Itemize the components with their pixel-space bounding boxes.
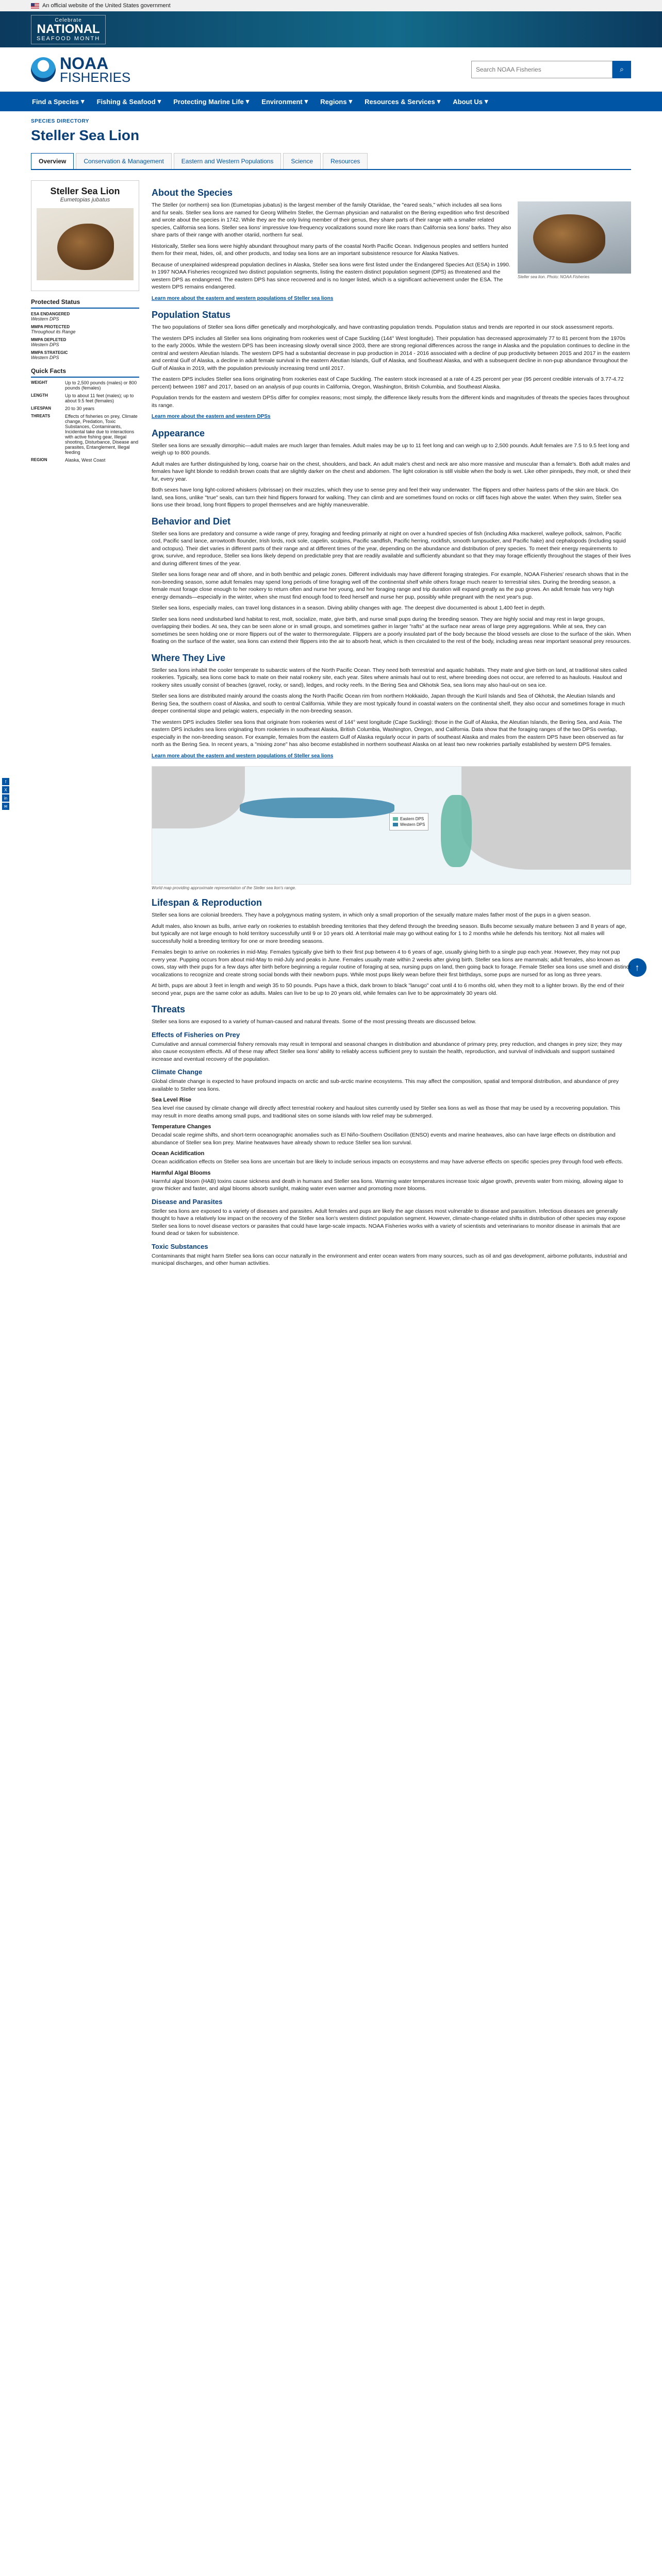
where-paragraph: Steller sea lions inhabit the cooler temperate to subarctic waters of the North Pacific Ocean. They need both terrestrial and aquatic habitats. They mate and give birth on land, at traditional sites called rookeries. Typically, sea lions come back to mate on their natal rookery site, each year. Sites where animals haul out to rest, where breeding does not occur, are referred to as haulouts. Haulout and rookery sites usually consist of beaches (gravel, rocky, or sand), ledges, and rocky reefs. In the Bering Sea and Okhotsk Sea, sea lions may also haul-out on sea ice. <box>152 667 627 688</box>
facebook-icon[interactable]: f <box>2 778 9 785</box>
fact-row: LENGTH Up to about 11 feet (males); up to about 9.5 feet (females) <box>31 393 134 403</box>
linkedin-icon[interactable]: in <box>2 794 9 802</box>
legend-swatch <box>393 823 398 826</box>
threat-subheading: Harmful Algal Blooms <box>152 1170 211 1176</box>
map-range-eastern <box>441 795 472 867</box>
map-land-america <box>461 767 631 870</box>
lifespan-heading: Lifespan & Reproduction <box>152 897 262 908</box>
promo-line-1: Celebrate <box>55 17 82 23</box>
promo-banner[interactable] <box>0 11 662 47</box>
search-input[interactable] <box>471 61 613 78</box>
threat-paragraph: Decadal scale regime shifts, and short-term oceanographic anomalies such as El Niño-Southern Oscillation (ENSO) events and marine heatwaves, also can have large effects on distribution and abundance of Steller sea lion prey. Marine heatwaves have already shown to reduce Steller sea lion survival. <box>152 1132 616 1146</box>
lifespan-paragraph: Steller sea lions are colonial breeders. They have a polygynous mating system, in which only a small proportion of the sexually mature males father most of the pups in a given season. <box>152 912 591 918</box>
threat-paragraph: Global climate change is expected to have profound impacts on arctic and sub-arctic marine ecosystems. This may affect the composition, spatial and temporal distribution, and abundance of prey available to Steller sea lions. <box>152 1078 619 1092</box>
range-map <box>152 766 631 885</box>
chevron-down-icon: ▾ <box>157 97 161 105</box>
nav-protecting-marine-life[interactable]: Protecting Marine Life ▾ <box>173 97 250 106</box>
tab-populations[interactable]: Eastern and Western Populations <box>174 153 282 169</box>
nav-about-us[interactable]: About Us ▾ <box>453 97 488 106</box>
status-row: MMPA DEPLETED Western DPS <box>31 337 67 347</box>
fact-row: LIFESPAN 20 to 30 years <box>31 406 95 411</box>
behavior-paragraph: Steller sea lions, especially males, can travel long distances in a season. Diving ability changes with age. The deepest dive documented is about 1,400 feet in depth. <box>152 605 545 611</box>
threat-paragraph: Contaminants that might harm Steller sea lions can occur naturally in the environment and enter ocean waters from many sources, such as oil and gas development, airborne pollutants, industrial and municipal discharges, and other human activities. <box>152 1252 627 1266</box>
map-range-western <box>240 798 394 818</box>
threat-heading: Climate Change <box>152 1068 203 1076</box>
threats-heading: Threats <box>152 1004 186 1014</box>
about-paragraph: Historically, Steller sea lions were highly abundant throughout many parts of the coastal North Pacific Ocean. Indigenous peoples and settlers hunted them for their meat, hides, oil, and other products, and today sea lions are an important subsistence resource for Alaska Natives. <box>152 243 508 257</box>
behavior-paragraph: Steller sea lions are predatory and consume a wide range of prey, foraging and feeding primarily at night on over a hundred species of fish (including Atka mackerel, walleye pollock, salmon, Pacific cod, Pacific sand lance, arrowtooth flounder, Irish lords, rock sole, capelin, sculpins, Pacific sandfish, Pacific herring, rockfish, smooth lumpsucker, and Pacific hake) and cephalopods (including squid and octopus). Their diet varies in different parts of their range and at different times of the year, depending on the abundance and distribution of prey species. To meet their energy requirements to grow, survive, and reproduce, Steller sea lions likely depend on predictable prey that are readily available and sufficiently abundant so that they may forage efficiently throughout the stages of their lives and during different times of the year. <box>152 530 631 567</box>
site-header <box>0 47 662 92</box>
logo-sub: FISHERIES <box>60 69 131 85</box>
behavior-heading: Behavior and Diet <box>152 516 231 527</box>
sea-lion-photo <box>518 201 631 274</box>
quick-facts-heading: Quick Facts <box>31 367 139 378</box>
appearance-paragraph: Both sexes have long light-colored whiskers (vibrissae) on their muzzles, which they use to sense prey and feel their way underwater. The flippers and other hairless parts of the skin are black. On land, sea lions, unlike "true" seals, can turn their hind flippers forward for walking. They can climb and are sometimes found on rocks or cliff faces high above the water. When they swim, Steller sea lions use their broad, long front flippers to propel themselves and are highly maneuverable. <box>152 487 622 508</box>
fact-row: THREATS Effects of fisheries on prey, Climate change, Predation, Toxic Substances, Contaminants, Incidental take due to interactions with active fishing gear, Illegal shooting, Disturbance, Disease and parasites, Entanglement, Illegal feeding <box>31 414 139 455</box>
tab-conservation[interactable]: Conservation & Management <box>76 153 171 169</box>
fact-row: REGION Alaska, West Coast <box>31 457 106 463</box>
species-name: Steller Sea Lion <box>50 186 120 196</box>
threat-paragraph: Harmful algal bloom (HAB) toxins cause sickness and death in humans and Steller sea lions. Warming water temperatures increase toxic algae growth, prevents water from mixing, allowing algae to grow thicker and faster, and algal blooms absorb sunlight, making water even warmer and promoting more blooms. <box>152 1178 623 1192</box>
lifespan-paragraph: Adult males, also known as bulls, arrive early on rookeries to establish breeding territories that they defend through the breeding season. Bulls become sexually mature between 3 and 8 years of age, but typically are not large enough to hold territory successfully until 9 or 10 years old. A territorial male may go without eating for 1 to 2 months while he defends his territory. Not all males will successfully hold a breeding territory for one or more breeding seasons. <box>152 923 627 944</box>
promo-line-2: NATIONAL <box>37 22 100 36</box>
learn-more-link[interactable]: Learn more about the eastern and western populations of Steller sea lions <box>152 295 334 301</box>
population-paragraph: Population trends for the eastern and western DPSs differ for complex reasons; most simply, the difference likely results from the different kinds and magnitudes of threats the species faces throughout its range. <box>152 395 630 409</box>
us-flag-icon <box>31 3 39 9</box>
where-paragraph: The western DPS includes Steller sea lions that originate from rookeries west of 144° west longitude (Cape Suckling): those in the Gulf of Alaska, the Aleutian Islands, the Bering Sea, and Asia. The eastern DPS includes sea lions originating from rookeries in southeast Alaska, British Columbia, Washington, Oregon, and California. Data show that the foraging ranges of the two DPSs overlap, especially in the non-breeding season. For example, females from the eastern Gulf of Alaska regularly occur in parts of southeast Alaska and males from the eastern DPS have been observed as far north as the Bering Sea. In recent years, a "mixing zone" has also become established in northern southeast Alaska on at least two new rookeries partially established by western DPS females. <box>152 719 624 748</box>
lifespan-paragraph: Females begin to arrive on rookeries in mid-May. Females typically give birth to their first pup between 4 to 6 years of age, usually giving birth to a single pup each year. However, they may not pup every year. Pupping occurs from about mid-May to mid-July and peaks in June. Females usually mate within 2 weeks after giving birth. Steller sea lions are mammals; adult females, also known as cows, stay with their pups for a few days after birth before beginning a regular routine of foraging at sea, nursing pups on land, then going back to forage. Female Steller sea lions use smell and distinct vocalizations to recognize and create strong social bonds with their newborn pups. While most pups likely wean before their first birthdays, some pups are nursed for as long as three years. <box>152 949 631 978</box>
sea-lion-silhouette <box>533 214 605 263</box>
tab-overview[interactable]: Overview <box>31 153 74 169</box>
promo-box[interactable] <box>31 15 106 44</box>
page-title: Steller Sea Lion <box>31 127 140 143</box>
chevron-down-icon: ▾ <box>437 97 441 105</box>
threat-paragraph: Steller sea lions are exposed to a variety of diseases and parasites. Adult females and pups are likely the age classes most vulnerable to disease and parasitism. Infectious diseases are generally thought to have a relatively low impact on the recovery of the Steller sea lion's western distinct population segment. However, climate-change-related shifts in distribution of other species may expose Steller sea lions to novel disease vectors or parasites that could have large-scale impacts. NOAA Fisheries works with a variety of scientists and veterinarians to monitor disease in animals that are found dead or taken for subsistence. <box>152 1208 626 1236</box>
map-land-asia <box>152 767 245 828</box>
nav-find-species[interactable]: Find a Species ▾ <box>32 97 85 106</box>
nav-regions[interactable]: Regions ▾ <box>320 97 353 106</box>
threat-subheading: Sea Level Rise <box>152 1097 192 1103</box>
where-paragraph: Steller sea lions are distributed mainly around the coasts along the North Pacific Ocean rim from northern Hokkaido, Japan through the Kuril Islands and Sea of Okhotsk, the Aleutian Islands and Bering Sea, the southern coast of Alaska, and south to central California. While they are most typically found in coastal waters on the continental shelf, they also occur and sometimes forage in much deeper continental slope and pelagic waters, especially in the non-breeding season. <box>152 693 625 714</box>
species-card <box>31 180 139 291</box>
threats-intro: Steller sea lions are exposed to a variety of human-caused and natural threats. Some of the most pressing threats are discussed below. <box>152 1019 476 1025</box>
chevron-down-icon: ▾ <box>485 97 488 105</box>
logo-main: NOAA <box>60 54 109 73</box>
about-paragraph: The Steller (or northern) sea lion (Eumetopias jubatus) is the largest member of the family Otariidae, the "eared seals," which includes all sea lions and fur seals. Steller sea lions are named for Georg Wilhelm Steller, the German physician and naturalist on the Bering expedition who first described and wrote about the species in 1742. While they are the only living member of their genus, they share parts of their range with a smaller related species, California sea lions. Steller sea lions' impressive low-frequency vocalizations sound more like roars than California sea lions' barks. They also share parts of their range with another otariid, northern fur seal. <box>152 202 511 238</box>
search-icon: ⌕ <box>620 65 624 73</box>
page-content <box>0 118 662 1271</box>
chevron-down-icon: ▾ <box>81 97 85 105</box>
legend-eastern: Eastern DPS <box>400 817 424 821</box>
chevron-down-icon: ▾ <box>304 97 308 105</box>
main-nav <box>0 92 662 111</box>
population-paragraph: The eastern DPS includes Steller sea lions originating from rookeries east of Cape Suckling. The eastern stock increased at a rate of 4.25 percent per year (95 percent credible intervals of 3.77-4.72 percent) between 1987 and 2017, based on an analysis of pup counts in California, Oregon, Washington, British Columbia, and Southeast Alaska. <box>152 376 624 390</box>
search-button[interactable] <box>613 61 631 78</box>
lifespan-paragraph: At birth, pups are about 3 feet in length and weigh 35 to 50 pounds. Pups have a thick, dark brown to black "lanugo" coat until 4 to 6 months old, when they molt to a lighter brown. By the end of their second year, pups are the same color as adults. Males can live to be up to 20 years old, while females can live to be approximately 30 years old. <box>152 982 624 996</box>
learn-more-link[interactable]: Learn more about the eastern and western populations of Steller sea lions <box>152 753 334 759</box>
breadcrumb[interactable]: SPECIES DIRECTORY <box>31 118 89 124</box>
appearance-heading: Appearance <box>152 428 205 438</box>
map-caption: World map providing approximate representation of the Steller sea lion's range. <box>152 886 296 890</box>
email-icon[interactable]: ✉ <box>2 803 9 810</box>
appearance-paragraph: Adult males are further distinguished by long, coarse hair on the chest, shoulders, and back. An adult male's chest and neck are also more massive and muscular than a female's. Both adult males and females have light blonde to reddish brown coats that are slightly darker on the chest and abdomen. The light coloration is still visible when the body is wet. Like other pinnipeds, they molt, or shed their fur, every year. <box>152 461 631 482</box>
where-heading: Where They Live <box>152 652 226 663</box>
behavior-paragraph: Steller sea lions need undisturbed land habitat to rest, molt, socialize, mate, give birth, and nurse small pups during the breeding season. They are highly social and may rest in large groups, overlapping their bodies. At sea, they can be seen alone or in small groups, and sometimes gather in larger "rafts" at the surface near areas of large prey aggregations. While at sea, they can sometimes be seen holding one or more flippers out of the water to thermoregulate. Flippers are a poorly insulated part of the body because the blood vessels are close to the surface of the skin. When floating on the surface of the water, sea lions can extend their flippers into the air to absorb heat, which is then circulated to the rest of the body, including areas near important seasonal prey resources. <box>152 616 631 645</box>
tab-science[interactable]: Science <box>283 153 321 169</box>
species-image <box>37 208 134 280</box>
chevron-down-icon: ▾ <box>349 97 353 105</box>
nav-environment[interactable]: Environment ▾ <box>261 97 308 106</box>
status-row: MMPA STRATEGIC Western DPS <box>31 350 68 360</box>
about-heading: About the Species <box>152 188 233 198</box>
learn-more-link[interactable]: Learn more about the eastern and western DPSs <box>152 414 271 419</box>
legend-western: Western DPS <box>400 822 425 827</box>
about-paragraph: Because of unexplained widespread population declines in Alaska, Steller sea lions were first listed under the Endangered Species Act (ESA) in 1990. In 1997 NOAA Fisheries recognized two distinct population segments, listing the eastern distinct population segment (DPS) as threatened and the western DPS as endangered. The eastern DPS has since recovered and is no longer listed, which is a significant achievement under the ESA. The western DPS remains endangered. <box>152 261 510 290</box>
threat-heading: Effects of Fisheries on Prey <box>152 1030 240 1039</box>
chevron-down-icon: ▾ <box>245 97 250 105</box>
gov-banner-text: An official website of the United States government <box>42 3 171 9</box>
threat-subheading: Temperature Changes <box>152 1124 211 1130</box>
behavior-paragraph: Steller sea lions forage near and off shore, and in both benthic and pelagic zones. Different individuals may have different foraging strategies. For example, NOAA Fisheries' research shows that in the non-breeding season, some adult females may spend long periods of time foraging well off the continental shelf while others forage much nearer to terrestrial sites. During the breeding season, a female must forage close enough to her rookery to return often and nurse her young, and her foraging range and trip duration will expand greatly as the pup grows. An adult female has very high energy demands—especially in the winter, when she must find enough food to feed herself and nurse her pup, possibly while pregnant with the next year's pup. <box>152 571 628 600</box>
arrow-up-icon: ↑ <box>635 962 640 973</box>
threat-paragraph: Sea level rise caused by climate change will directly affect terrestrial rookery and haulout sites currently used by Steller sea lions as well as those that may be used by a recovering population. This may result in more deaths among small pups, and traditional sites on some islands with low relief may be submerged. <box>152 1105 620 1119</box>
tab-bar <box>31 153 631 170</box>
protected-status-heading: Protected Status <box>31 298 139 309</box>
threat-heading: Disease and Parasites <box>152 1197 223 1206</box>
sea-lion-silhouette <box>57 224 114 270</box>
about-figure <box>518 201 631 279</box>
population-heading: Population Status <box>152 310 230 320</box>
appearance-paragraph: Steller sea lions are sexually dimorphic—adult males are much larger than females. Adult males may be up to 11 feet long and can weigh up to 2,500 pounds. Adult females are 7.5 to 9.5 feet long and weigh up to 800 pounds. <box>152 442 630 456</box>
population-paragraph: The two populations of Steller sea lions differ genetically and morphologically, and have contrasting population trends. Population status and trends are reported in our stock assessment reports. <box>152 324 614 330</box>
threat-heading: Toxic Substances <box>152 1242 208 1250</box>
nav-resources-services[interactable]: Resources & Services ▾ <box>365 97 441 106</box>
noaa-emblem-icon <box>31 57 56 82</box>
noaa-logo[interactable] <box>31 56 130 83</box>
fact-row: WEIGHT Up to 2,500 pounds (males) or 800 pounds (females) <box>31 380 137 391</box>
search-bar <box>471 61 631 78</box>
promo-line-3: SEAFOOD MONTH <box>37 35 101 42</box>
x-icon[interactable]: X <box>2 786 9 793</box>
species-sidebar <box>31 180 139 1271</box>
threat-paragraph: Ocean acidification effects on Steller sea lions are uncertain but are likely to include serious impacts on ecosystems and may have adverse effects on specific species prey through food web effects. <box>152 1159 623 1165</box>
map-legend <box>389 813 428 831</box>
main-article <box>152 180 631 1271</box>
nav-fishing-seafood[interactable]: Fishing & Seafood ▾ <box>96 97 161 106</box>
species-scientific-name: Eumetopias jubatus <box>60 197 110 203</box>
population-paragraph: The western DPS includes all Steller sea lions originating from rookeries west of Cape Suckling (144° West longitude). Their population has decreased approximately 77 to 81 percent from the 1970s to the early 2000s. While the western DPS has been increasing slowly overall since 2003, there are strong regional differences across the range in Alaska and the population continues to decline in the central and western Aleutian Islands. The western DPS had a substantial decrease in pup production in 2014 - 2016 associated with a decline of pup productivity between 2015 and 2017 in the eastern and central Gulf of Alaska, a decline in adult female survival in the eastern Aleutian Islands, Gulf of Alaska, and Southeast Alaska, and with a subsequent decline in non-pup abundance throughout the Gulf of Alaska in 2019, with the population previously increasing trend until 2017. <box>152 335 630 371</box>
threat-subheading: Ocean Acidification <box>152 1150 205 1157</box>
gov-banner <box>0 0 662 11</box>
status-row: ESA ENDANGERED Western DPS <box>31 312 70 321</box>
tab-resources[interactable]: Resources <box>323 153 368 169</box>
figure-caption: Steller sea lion. Photo: NOAA Fisheries <box>518 275 590 279</box>
legend-swatch <box>393 817 398 821</box>
status-row: MMPA PROTECTED Throughout its Range <box>31 325 76 334</box>
threat-paragraph: Cumulative and annual commercial fishery removals may result in temporal and seasonal changes in distribution and abundance of primary prey, prey reduction, and changes in prey size; they may also cause ecosystem effects. All of these may affect Steller sea lions' ability to reliably access sufficient prey to sustain the health, reproduction, and survival of individuals and support sustained increase and eventual recovery of the population. <box>152 1041 622 1062</box>
